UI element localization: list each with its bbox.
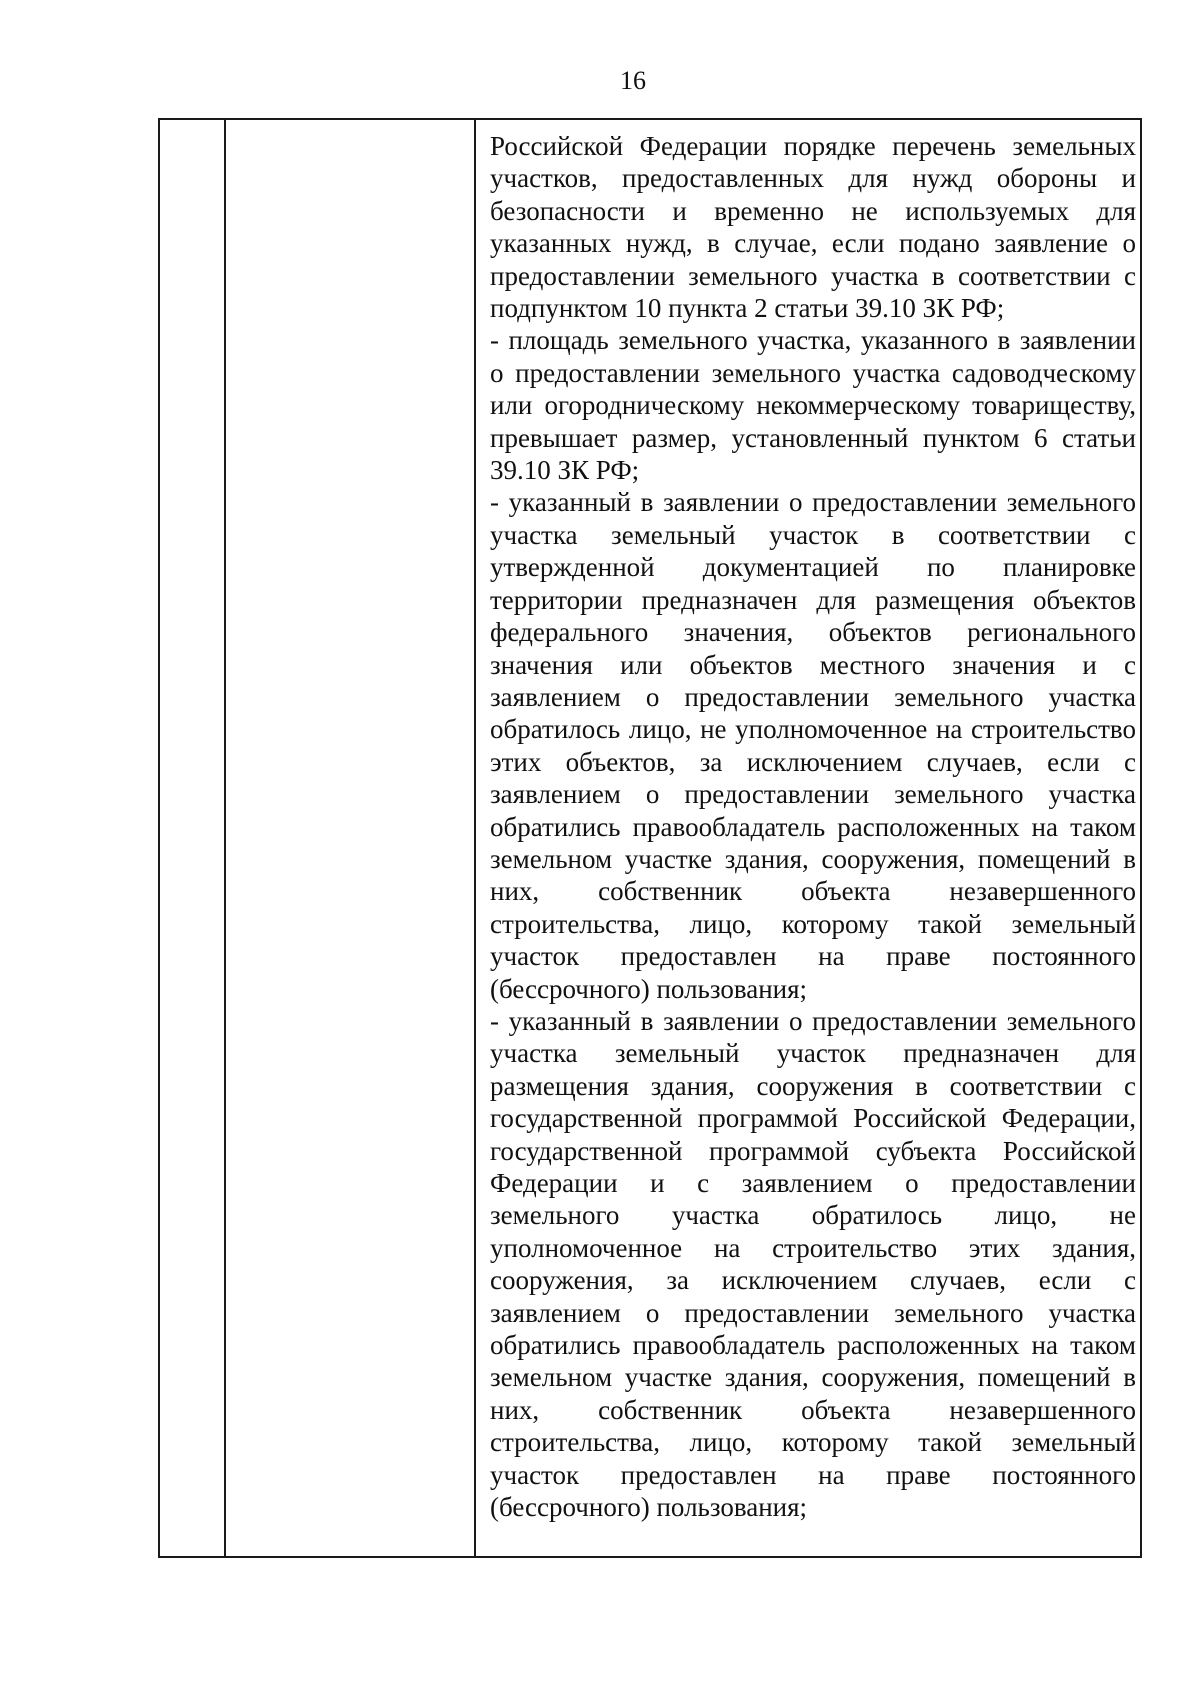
paragraph: - указанный в заявлении о предоставлении земельного участка земельный участок предназначен для размещения здания, сооружения в соответствии с государственной программой Российской Федерации, государственной программой субъекта Российской Федерации и с заявлением о предоставлении земельного участка обратилось лицо, не уполномоченное на строительство этих здания, сооружения, за исключением случаев, если с заявлением о предоставлении земельного участка обратились правообладатель расположенных на таком земельном участке здания, сооружения, помещений в них, собственник объекта незавершенного строительства, лицо, которому такой земельный участок предоставлен на праве постоянного (бессрочного) пользования; bbox=[490, 1005, 1136, 1523]
paragraph: Российской Федерации порядке перечень земельных участков, предоставленных для нужд обороны и безопасности и временно не используемых для указанных нужд, в случае, если подано заявление о предоставлении земельного участка в соответствии с подпунктом 10 пункта 2 статьи 39.10 ЗК РФ; bbox=[490, 131, 1136, 324]
paragraph: - площадь земельного участка, указанного в заявлении о предоставлении земельного участка садоводческому или огородническому некоммерческому товариществу, превышает размер, установленный пунктом 6 статьи 39.10 ЗК РФ; bbox=[490, 325, 1136, 486]
page-number: 16 bbox=[620, 66, 646, 95]
paragraph: - указанный в заявлении о предоставлении земельного участка земельный участок в соответствии с утвержденной документацией по планировке территории предназначен для размещения объектов федерального значения, объектов регионального значения или объектов местного значения и с заявлением о предоставлении земельного участка обратилось лицо, не уполномоченное на строительство этих объектов, за исключением случаев, если с заявлением о предоставлении земельного участка обратились правообладатель расположенных на таком земельном участке здания, сооружения, помещений в них, собственник объекта незавершенного строительства, лицо, которому такой земельный участок предоставлен на праве постоянного (бессрочного) пользования; bbox=[490, 487, 1136, 1004]
table-cell-text bbox=[490, 130, 1136, 1523]
table-column-divider-2 bbox=[474, 120, 476, 1556]
document-table bbox=[158, 118, 1142, 1558]
table-column-divider-1 bbox=[224, 120, 226, 1556]
